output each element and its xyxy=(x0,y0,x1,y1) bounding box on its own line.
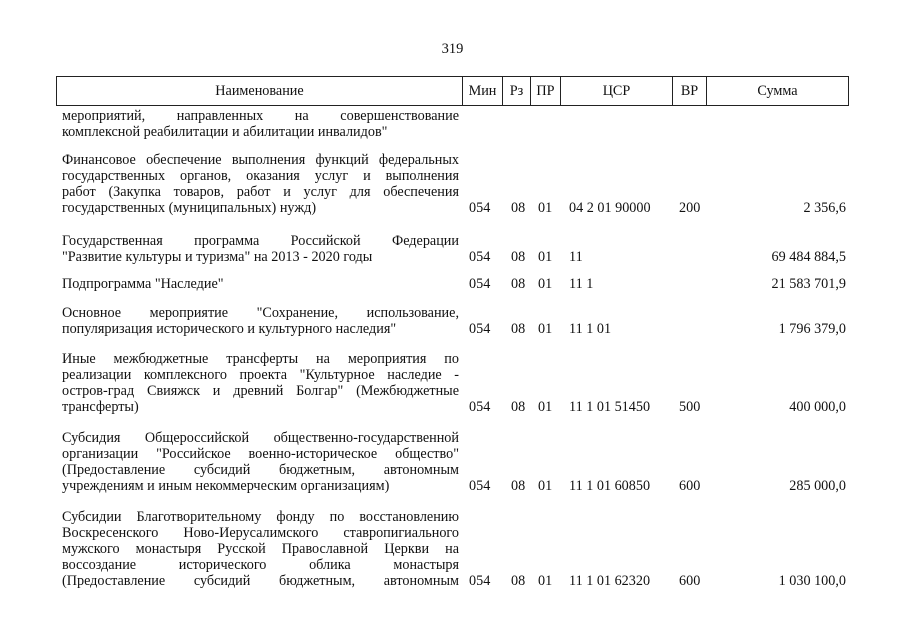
row-min: 054 xyxy=(469,321,491,337)
row-name-line: Основное мероприятие "Сохранение, использование, xyxy=(62,305,459,321)
row-rz: 08 xyxy=(511,478,526,494)
row-sum: 1 030 100,0 xyxy=(778,573,846,589)
row-name-line: Субсидии Благотворительному фонду по восстановлению xyxy=(62,509,459,525)
page-number: 319 xyxy=(441,41,464,57)
row-csr: 11 1 xyxy=(569,276,594,292)
row-sum: 285 000,0 xyxy=(789,478,846,494)
row-pr: 01 xyxy=(538,200,553,216)
header-csr: ЦСР xyxy=(561,77,673,105)
row-rz: 08 xyxy=(511,573,526,589)
row-name-line: воссоздание исторического облика монастыря xyxy=(62,557,459,573)
row-vr: 200 xyxy=(679,200,701,216)
row-pr: 01 xyxy=(538,276,553,292)
row-name xyxy=(62,305,459,337)
row-min: 054 xyxy=(469,399,491,415)
header-min: Мин xyxy=(463,77,503,105)
row-name xyxy=(62,108,459,140)
row-sum: 1 796 379,0 xyxy=(778,321,846,337)
row-csr: 11 1 01 62320 xyxy=(569,573,651,589)
header-rz: Рз xyxy=(503,77,531,105)
row-name xyxy=(62,276,459,292)
row-min: 054 xyxy=(469,573,491,589)
row-csr: 11 1 01 60850 xyxy=(569,478,651,494)
row-rz: 08 xyxy=(511,276,526,292)
row-name xyxy=(62,351,459,415)
row-rz: 08 xyxy=(511,321,526,337)
row-name-line: мужского монастыря Русской Православной Церкви на xyxy=(62,541,459,557)
row-name-line: государственных (муниципальных) нужд) xyxy=(62,200,317,216)
row-name-line: Финансовое обеспечение выполнения функций федеральных xyxy=(62,152,459,168)
row-name-line: реализации комплексного проекта "Культурное наследие - xyxy=(62,367,459,383)
row-name-line: мероприятий, направленных на совершенствование xyxy=(62,108,459,124)
row-name-line: "Развитие культуры и туризма" на 2013 - 2020 годы xyxy=(62,249,373,265)
row-name-line: комплексной реабилитации и абилитации инвалидов" xyxy=(62,124,388,140)
row-sum: 69 484 884,5 xyxy=(771,249,846,265)
row-name-line: трансферты) xyxy=(62,399,139,415)
row-csr: 11 1 01 51450 xyxy=(569,399,651,415)
header-vr: ВР xyxy=(673,77,707,105)
row-vr: 500 xyxy=(679,399,701,415)
row-name-line: организации "Российское военно-историческое общество" xyxy=(62,446,459,462)
header-name: Наименование xyxy=(57,77,463,105)
row-pr: 01 xyxy=(538,478,553,494)
row-name-line: работ (Закупка товаров, работ и услуг для обеспечения xyxy=(62,184,459,200)
row-pr: 01 xyxy=(538,573,553,589)
row-name-line: государственных органов, оказания услуг и выполнения xyxy=(62,168,459,184)
row-name-line: Воскресенского Ново-Иерусалимского ставропигиального xyxy=(62,525,459,541)
header-sum: Сумма xyxy=(757,83,798,99)
row-csr: 04 2 01 90000 xyxy=(569,200,651,216)
row-sum: 2 356,6 xyxy=(803,200,846,216)
row-name-line: (Предоставление субсидий бюджетным, автономным xyxy=(62,462,459,478)
row-rz: 08 xyxy=(511,249,526,265)
row-vr: 600 xyxy=(679,573,701,589)
row-name-line: Субсидия Общероссийской общественно-государственной xyxy=(62,430,459,446)
row-sum: 21 583 701,9 xyxy=(771,276,846,292)
row-min: 054 xyxy=(469,249,491,265)
row-name xyxy=(62,509,459,589)
row-rz: 08 xyxy=(511,200,526,216)
row-name-line: Государственная программа Российской Федерации xyxy=(62,233,459,249)
row-name xyxy=(62,152,459,216)
row-csr: 11 xyxy=(569,249,583,265)
row-min: 054 xyxy=(469,200,491,216)
row-min: 054 xyxy=(469,276,491,292)
row-csr: 11 1 01 xyxy=(569,321,612,337)
row-name-line: Иные межбюджетные трансферты на мероприятия по xyxy=(62,351,459,367)
row-pr: 01 xyxy=(538,249,553,265)
row-name-line: (Предоставление субсидий бюджетным, автономным xyxy=(62,573,459,589)
row-name xyxy=(62,430,459,494)
row-vr: 600 xyxy=(679,478,701,494)
row-pr: 01 xyxy=(538,321,553,337)
table-header xyxy=(56,76,849,106)
row-sum: 400 000,0 xyxy=(789,399,846,415)
row-name-line: остров-град Свияжск и древний Болгар" (Межбюджетные xyxy=(62,383,459,399)
row-name-line: учреждениям и иным некоммерческим организациям) xyxy=(62,478,390,494)
row-name-line: популяризация исторического и культурного наследия" xyxy=(62,321,397,337)
row-name-line: Подпрограмма "Наследие" xyxy=(62,276,224,292)
row-pr: 01 xyxy=(538,399,553,415)
row-rz: 08 xyxy=(511,399,526,415)
row-name xyxy=(62,233,459,265)
header-pr: ПР xyxy=(531,77,561,105)
row-min: 054 xyxy=(469,478,491,494)
